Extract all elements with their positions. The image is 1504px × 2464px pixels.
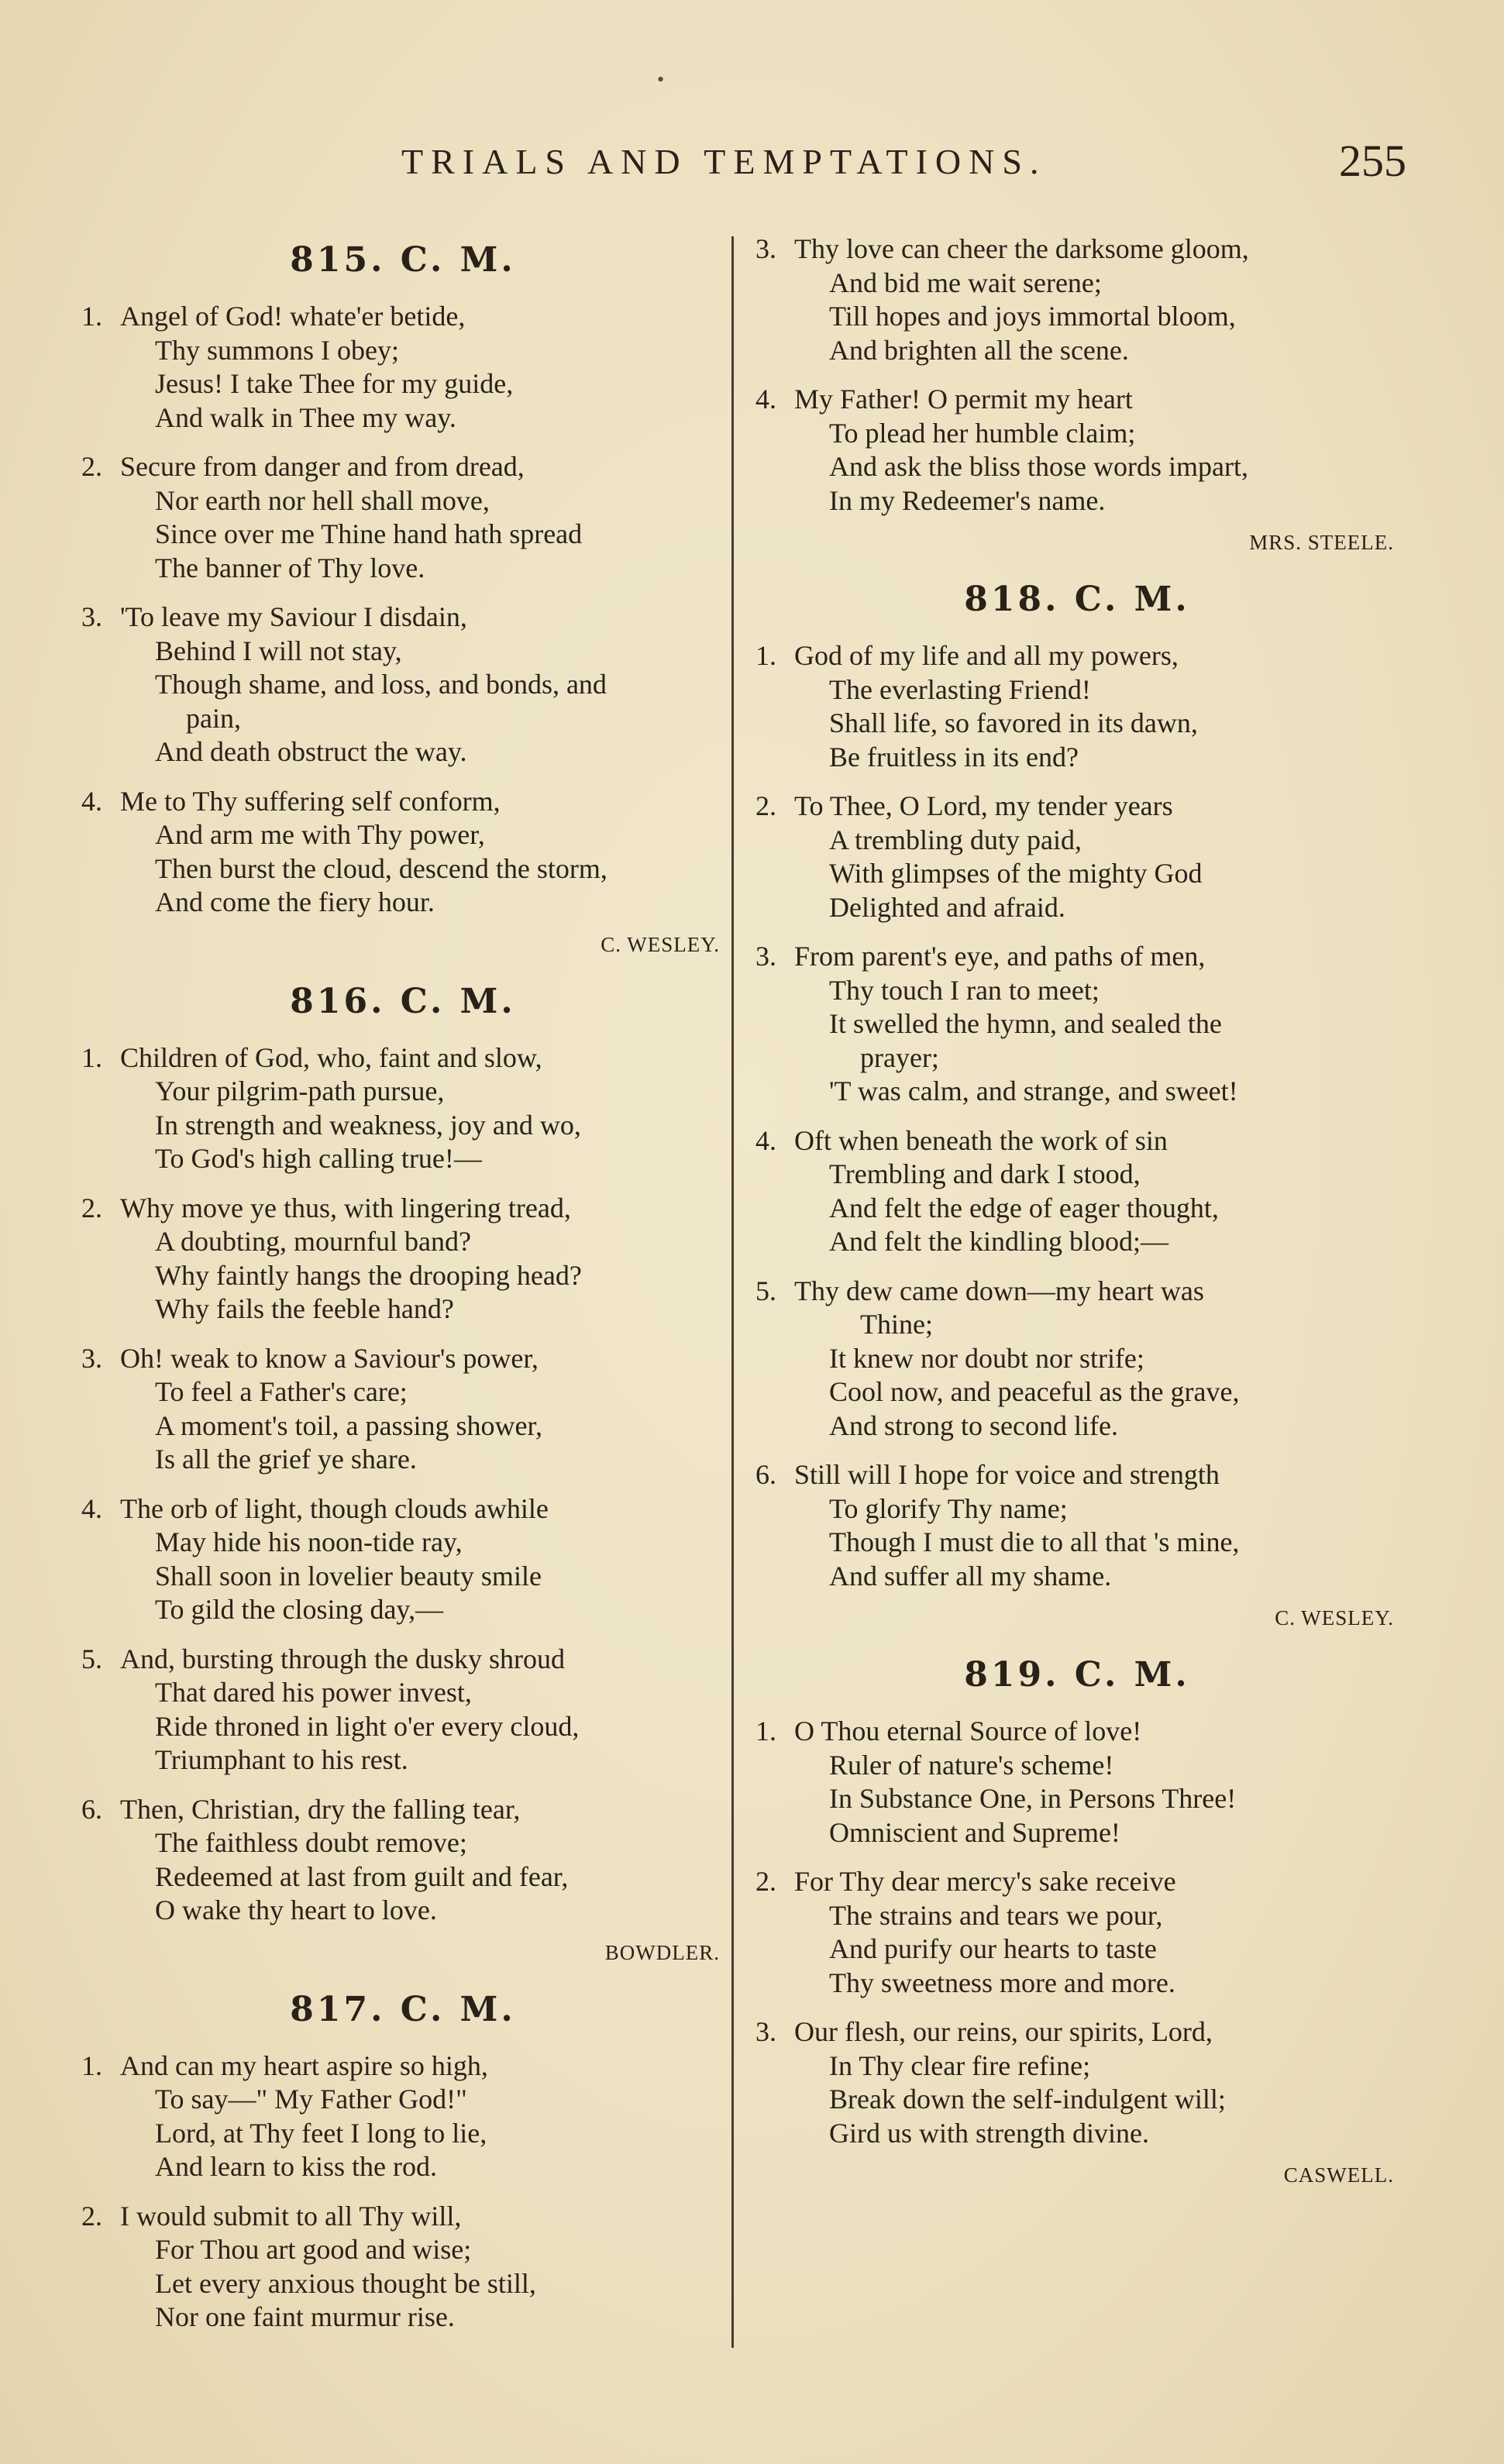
- verse-text: And brighten all the scene.: [829, 334, 1129, 366]
- verse-text: To Thee, O Lord, my tender years: [794, 790, 1173, 821]
- verse: [81, 1192, 724, 1327]
- verse-text: Children of God, who, faint and slow,: [120, 1041, 542, 1073]
- verse-line: [81, 635, 724, 669]
- verse-number: 4.: [755, 1124, 776, 1156]
- verse-line: [755, 1192, 1399, 1226]
- verse-text: Nor earth nor hell shall move,: [155, 484, 490, 516]
- verse-line: [81, 518, 724, 552]
- verse-text: Ruler of nature's scheme!: [829, 1749, 1114, 1781]
- verse-text: Angel of God! whate'er betide,: [120, 301, 466, 332]
- verse-text: For Thy dear mercy's sake receive: [794, 1866, 1176, 1897]
- verse-text: Me to Thy suffering self conform,: [120, 785, 501, 817]
- verse-line: [755, 639, 1399, 673]
- hymn-block: [81, 982, 724, 1967]
- verse-text: Why faintly hangs the drooping head?: [155, 1259, 582, 1291]
- verse-line: [81, 1192, 724, 1226]
- verse-text: Jesus! I take Thee for my guide,: [155, 368, 514, 399]
- verse-number: 1.: [755, 1716, 776, 1746]
- verse-line: [755, 974, 1399, 1008]
- verse-line: [81, 1375, 724, 1409]
- verse-text: Delighted and afraid.: [829, 891, 1065, 923]
- verse-text: And felt the edge of eager thought,: [829, 1192, 1219, 1223]
- verse-text: Though shame, and loss, and bonds, and: [155, 669, 607, 700]
- verse-text: My Father! O permit my heart: [794, 384, 1133, 415]
- verse-line: [81, 450, 724, 484]
- verse-text: In strength and weakness, joy and wo,: [155, 1109, 581, 1141]
- verse-line: [81, 1710, 724, 1744]
- verse-text: And come the fiery hour.: [155, 886, 435, 917]
- verse-line: [81, 1109, 724, 1143]
- verse-line: [755, 1225, 1399, 1259]
- verse-number: 2.: [81, 451, 102, 482]
- verse-text: Then burst the cloud, descend the storm,: [155, 852, 607, 884]
- hymn-author: C. WESLEY.: [1275, 1606, 1394, 1629]
- verse-line: [81, 1259, 724, 1293]
- verse: [81, 1041, 724, 1176]
- verse-line: [81, 1142, 724, 1176]
- verse-line: [81, 2049, 724, 2084]
- verse-number: 1.: [81, 1041, 102, 1073]
- hymn-title: 818. C. M.: [964, 580, 1190, 619]
- verse-line: [81, 1860, 724, 1894]
- verse-text: Break down the self-indulgent will;: [829, 2084, 1226, 2115]
- verse-text: May hide his noon-tide ray,: [155, 1526, 463, 1557]
- verse-line: [81, 886, 724, 920]
- verse-number: 4.: [81, 1492, 102, 1524]
- page-number: 255: [1339, 136, 1406, 186]
- verse-line: [755, 673, 1399, 707]
- verse-text: 'To leave my Saviour I disdain,: [120, 601, 467, 632]
- verse-line: [755, 707, 1399, 741]
- verse-line: [81, 1743, 724, 1777]
- verse-text: Oh! weak to know a Saviour's power,: [120, 1342, 539, 1374]
- verse-line: [81, 300, 724, 334]
- verse-line: [81, 1676, 724, 1710]
- verse: [81, 2200, 724, 2335]
- verse-text: A doubting, mournful band?: [155, 1226, 471, 1257]
- verse-line: [755, 484, 1399, 518]
- verse-text: Thy summons I obey;: [155, 334, 399, 366]
- verse-line: [755, 790, 1399, 824]
- verse-text: The strains and tears we pour,: [829, 1899, 1163, 1931]
- hymn-block: [755, 232, 1399, 556]
- verse-line: [755, 2083, 1399, 2117]
- verse: [755, 1275, 1399, 1444]
- verse-text: To feel a Father's care;: [155, 1376, 408, 1407]
- hymn-author: MRS. STEELE.: [1249, 531, 1394, 554]
- verse-text: It swelled the hymn, and sealed the: [829, 1008, 1222, 1039]
- verse-number: 3.: [755, 233, 776, 264]
- verse-line: [81, 2200, 724, 2234]
- verse-line: [81, 702, 724, 736]
- verse-line: [755, 1124, 1399, 1158]
- verse-text: The faithless doubt remove;: [155, 1827, 467, 1858]
- verse-line: [755, 383, 1399, 417]
- verse-line: [81, 1075, 724, 1109]
- verse-text: And felt the kindling blood;—: [829, 1226, 1168, 1257]
- verse: [755, 639, 1399, 774]
- verse-text: Oft when beneath the work of sin: [794, 1124, 1168, 1156]
- verse-text: Till hopes and joys immortal bloom,: [829, 301, 1236, 332]
- verse-line: [755, 1492, 1399, 1526]
- verse-text: The orb of light, though clouds awhile: [120, 1492, 549, 1524]
- verse: [755, 790, 1399, 924]
- verse-line: [755, 1308, 1399, 1342]
- hymn-title: 817. C. M.: [290, 1989, 516, 2029]
- verse-number: 5.: [755, 1275, 776, 1306]
- verse-line: [81, 601, 724, 635]
- column-divider: [731, 236, 734, 2348]
- verse-text: Your pilgrim-path pursue,: [155, 1075, 445, 1106]
- verse-number: 3.: [81, 1342, 102, 1374]
- verse-text: And, bursting through the dusky shroud: [120, 1643, 565, 1674]
- verse-line: [755, 1275, 1399, 1309]
- verse-text: To God's high calling true!—: [155, 1143, 482, 1174]
- verse: [81, 300, 724, 435]
- verse-line: [755, 1865, 1399, 1899]
- verse-text: And strong to second life.: [829, 1409, 1118, 1441]
- verse-text: Redeemed at last from guilt and fear,: [155, 1860, 569, 1892]
- verse-text: Be fruitless in its end?: [829, 741, 1079, 773]
- verse-text: For Thou art good and wise;: [155, 2234, 472, 2265]
- verse-line: [755, 417, 1399, 451]
- verse-line: [81, 818, 724, 852]
- hymn-title: 816. C. M.: [290, 981, 516, 1021]
- verse-text: Why move ye thus, with lingering tread,: [120, 1192, 571, 1223]
- verse-text: prayer;: [860, 1041, 939, 1073]
- verse-line: [81, 1593, 724, 1627]
- verse-number: 2.: [755, 1866, 776, 1897]
- verse-line: [755, 1526, 1399, 1560]
- verse-line: [755, 1458, 1399, 1492]
- verse: [755, 1715, 1399, 1850]
- verse-text: A moment's toil, a passing shower,: [155, 1409, 543, 1441]
- verse-text: To say—" My Father God!": [155, 2084, 467, 2115]
- verse-line: [755, 1749, 1399, 1783]
- verse-text: Still will I hope for voice and strength: [794, 1459, 1220, 1490]
- hymn-block: [81, 240, 724, 958]
- verse: [755, 2015, 1399, 2150]
- verse-line: [755, 1782, 1399, 1816]
- verse: [755, 383, 1399, 518]
- verse: [81, 1643, 724, 1777]
- verse: [755, 1458, 1399, 1593]
- verse-text: And arm me with Thy power,: [155, 819, 485, 850]
- verse-text: Cool now, and peaceful as the grave,: [829, 1376, 1240, 1407]
- verse-text: With glimpses of the mighty God: [829, 858, 1203, 889]
- verse-line: [755, 232, 1399, 267]
- verse: [755, 232, 1399, 367]
- verse-text: The everlasting Friend!: [829, 673, 1091, 705]
- verse-line: [81, 2083, 724, 2117]
- verse-text: In Thy clear fire refine;: [829, 2049, 1091, 2081]
- verse-text: Though I must die to all that 's mine,: [829, 1526, 1240, 1557]
- verse-line: [755, 824, 1399, 858]
- hymn-block: [81, 1990, 724, 2335]
- verse-text: That dared his power invest,: [155, 1677, 472, 1708]
- verse: [81, 1342, 724, 1477]
- verse-number: 3.: [755, 2016, 776, 2047]
- verse: [755, 1124, 1399, 1259]
- verse-line: [81, 1826, 724, 1860]
- verse-line: [81, 1492, 724, 1526]
- verse-line: [755, 2117, 1399, 2151]
- verse-number: 4.: [755, 384, 776, 415]
- hymn-author: C. WESLEY.: [601, 932, 720, 956]
- verse-line: [755, 1967, 1399, 2001]
- verse-text: The banner of Thy love.: [155, 552, 425, 583]
- verse-line: [81, 1409, 724, 1444]
- verse-line: [755, 1375, 1399, 1409]
- verse-number: 2.: [755, 790, 776, 821]
- hymn-title: 819. C. M.: [964, 1655, 1190, 1695]
- verse-line: [755, 2049, 1399, 2084]
- verse-line: [755, 891, 1399, 925]
- hymn-title: 815. C. M.: [290, 240, 516, 280]
- verse-line: [755, 267, 1399, 301]
- verse-line: [755, 1041, 1399, 1075]
- verse-line: [755, 940, 1399, 974]
- verse-text: Then, Christian, dry the falling tear,: [120, 1793, 521, 1825]
- verse-text: 'T was calm, and strange, and sweet!: [829, 1075, 1238, 1106]
- verse-number: 6.: [755, 1459, 776, 1490]
- verse-text: Lord, at Thy feet I long to lie,: [155, 2117, 487, 2149]
- verse-text: I would submit to all Thy will,: [120, 2200, 462, 2232]
- verse-line: [755, 1007, 1399, 1041]
- verse-text: And bid me wait serene;: [829, 267, 1102, 298]
- verse-line: [81, 1643, 724, 1677]
- verse-line: [81, 334, 724, 368]
- verse-line: [81, 735, 724, 769]
- verse-line: [81, 2150, 724, 2184]
- verse-text: Our flesh, our reins, our spirits, Lord,: [794, 2016, 1213, 2047]
- verse-line: [755, 1560, 1399, 1594]
- verse-line: [81, 1526, 724, 1560]
- verse-text: Thy love can cheer the darksome gloom,: [794, 233, 1249, 264]
- verse-line: [755, 2015, 1399, 2049]
- verse-number: 3.: [755, 941, 776, 972]
- verse-line: [81, 1443, 724, 1477]
- verse-line: [755, 1715, 1399, 1749]
- verse-line: [81, 1793, 724, 1827]
- verse-text: A trembling duty paid,: [829, 824, 1082, 855]
- verse-line: [81, 1225, 724, 1259]
- verse-text: In my Redeemer's name.: [829, 484, 1106, 516]
- verse-text: O Thou eternal Source of love!: [794, 1716, 1142, 1746]
- verse-line: [81, 785, 724, 819]
- verse-line: [81, 668, 724, 702]
- verse-line: [755, 1899, 1399, 1933]
- verse-text: In Substance One, in Persons Three!: [829, 1783, 1237, 1814]
- left-column: [81, 232, 724, 2350]
- verse-text: And learn to kiss the rod.: [155, 2151, 437, 2182]
- verse-line: [81, 2301, 724, 2335]
- verse: [81, 2049, 724, 2184]
- verse-line: [81, 2117, 724, 2151]
- verse-text: Ride throned in light o'er every cloud,: [155, 1710, 580, 1742]
- verse-text: And walk in Thee my way.: [155, 401, 456, 433]
- verse-line: [755, 741, 1399, 775]
- verse: [81, 1492, 724, 1627]
- verse-text: Secure from danger and from dread,: [120, 451, 525, 482]
- verse-number: 3.: [81, 601, 102, 632]
- verse-number: 2.: [81, 1192, 102, 1223]
- verse-line: [81, 401, 724, 435]
- verse-line: [81, 484, 724, 518]
- verse-text: And death obstruct the way.: [155, 736, 467, 767]
- verse-line: [755, 450, 1399, 484]
- verse-line: [755, 1816, 1399, 1850]
- verse-text: Is all the grief ye share.: [155, 1444, 417, 1475]
- verse-line: [755, 1409, 1399, 1444]
- verse-text: God of my life and all my powers,: [794, 640, 1179, 671]
- verse-number: 4.: [81, 785, 102, 817]
- verse-text: And can my heart aspire so high,: [120, 2049, 488, 2081]
- verse-text: Thy sweetness more and more.: [829, 1967, 1175, 1998]
- verse-text: Thy dew came down—my heart was: [794, 1275, 1204, 1306]
- verse-line: [755, 334, 1399, 368]
- verse-line: [755, 1158, 1399, 1192]
- verse-text: O wake thy heart to love.: [155, 1894, 437, 1925]
- verse-number: 1.: [81, 2049, 102, 2081]
- verse-text: Omniscient and Supreme!: [829, 1816, 1120, 1848]
- verse-text: Shall life, so favored in its dawn,: [829, 707, 1198, 738]
- verse-text: Trembling and dark I stood,: [829, 1158, 1141, 1189]
- verse-text: Thy touch I ran to meet;: [829, 974, 1100, 1006]
- verse-line: [81, 1560, 724, 1594]
- verse-line: [81, 1292, 724, 1327]
- verse-line: [81, 367, 724, 401]
- verse-line: [81, 1342, 724, 1376]
- hymn-block: [755, 1655, 1399, 2189]
- verse-line: [755, 857, 1399, 891]
- verse-text: Why fails the feeble hand?: [155, 1293, 454, 1324]
- verse-line: [81, 552, 724, 586]
- verse: [81, 1793, 724, 1928]
- verse-line: [755, 300, 1399, 334]
- verse-text: Shall soon in lovelier beauty smile: [155, 1560, 542, 1592]
- verse-text: And suffer all my shame.: [829, 1560, 1112, 1592]
- verse-number: 2.: [81, 2200, 102, 2232]
- verse-text: To gild the closing day,—: [155, 1594, 444, 1625]
- verse-text: To plead her humble claim;: [829, 417, 1136, 449]
- verse-line: [755, 1932, 1399, 1967]
- verse-text: Since over me Thine hand hath spread: [155, 518, 583, 549]
- verse: [755, 940, 1399, 1109]
- verse-line: [81, 852, 724, 886]
- verse-text: And ask the bliss those words impart,: [829, 451, 1248, 482]
- verse-number: 6.: [81, 1793, 102, 1825]
- verse: [81, 601, 724, 769]
- hymn-block: [755, 580, 1399, 1632]
- verse-number: 1.: [81, 301, 102, 332]
- top-dot: •: [657, 68, 665, 91]
- verse-line: [755, 1075, 1399, 1109]
- verse-text: Behind I will not stay,: [155, 635, 402, 666]
- verse: [81, 785, 724, 920]
- right-column: [755, 232, 1399, 2212]
- verse-text: pain,: [186, 702, 241, 734]
- verse-text: Let every anxious thought be still,: [155, 2267, 536, 2299]
- verse-text: And purify our hearts to taste: [829, 1933, 1157, 1964]
- hymn-author: CASWELL.: [1283, 2163, 1394, 2187]
- running-head: TRIALS AND TEMPTATIONS.: [401, 142, 1047, 181]
- verse-line: [81, 2233, 724, 2267]
- verse: [755, 1865, 1399, 2000]
- verse-text: Gird us with strength divine.: [829, 2117, 1149, 2149]
- verse-text: Triumphant to his rest.: [155, 1744, 408, 1775]
- verse-line: [81, 1894, 724, 1928]
- verse-number: 5.: [81, 1643, 102, 1674]
- hymn-author: BOWDLER.: [604, 1940, 720, 1964]
- verse-text: Nor one faint murmur rise.: [155, 2301, 455, 2332]
- verse: [81, 450, 724, 585]
- verse-text: From parent's eye, and paths of men,: [794, 941, 1206, 972]
- verse-line: [81, 2267, 724, 2301]
- verse-text: Thine;: [860, 1309, 933, 1340]
- verse-text: To glorify Thy name;: [829, 1492, 1068, 1524]
- verse-line: [755, 1342, 1399, 1376]
- verse-number: 1.: [755, 640, 776, 671]
- verse-text: It knew nor doubt nor strife;: [829, 1342, 1144, 1374]
- verse-line: [81, 1041, 724, 1075]
